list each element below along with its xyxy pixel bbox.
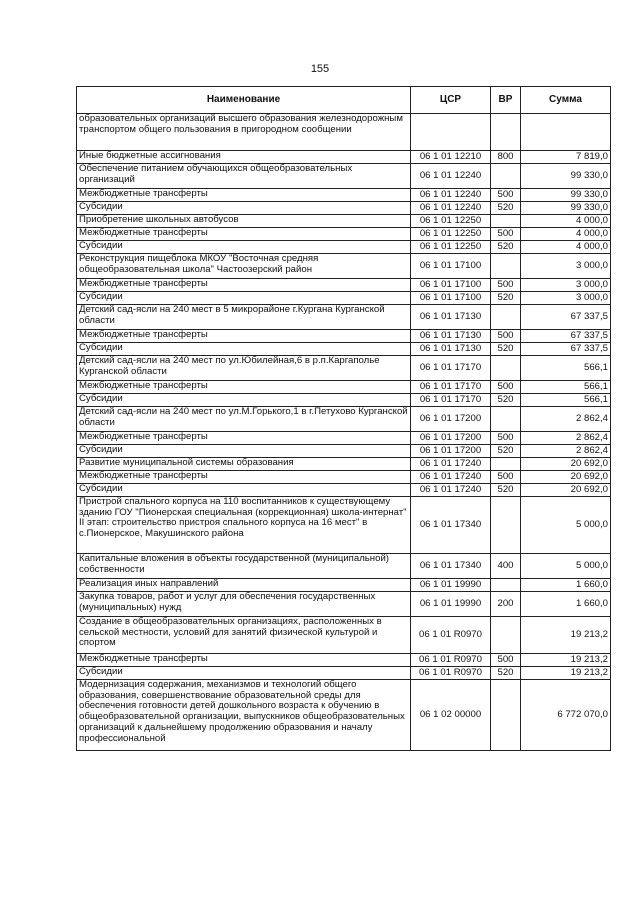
cell-vr: 500 <box>491 189 521 202</box>
cell-csr: 06 1 01 12240 <box>411 202 491 215</box>
table-row <box>77 667 611 680</box>
cell-sum: 2 862,4 <box>521 445 611 458</box>
table-row <box>77 279 611 292</box>
cell-csr: 06 1 01 R0970 <box>411 667 491 680</box>
table-row <box>77 254 611 279</box>
cell-vr <box>491 164 521 189</box>
cell-name: Межбюджетные трансферты <box>77 654 411 667</box>
cell-csr: 06 1 01 17100 <box>411 279 491 292</box>
cell-name: Детский сад-ясли на 240 мест в 5 микрорайоне г.Кургана Курганской области <box>77 305 411 330</box>
cell-vr: 500 <box>491 654 521 667</box>
cell-vr: 200 <box>491 592 521 617</box>
table-row <box>77 407 611 432</box>
cell-sum: 99 330,0 <box>521 202 611 215</box>
cell-vr: 500 <box>491 471 521 484</box>
cell-sum: 20 692,0 <box>521 471 611 484</box>
cell-csr: 06 1 01 19990 <box>411 579 491 592</box>
table-row <box>77 579 611 592</box>
cell-csr: 06 1 01 17240 <box>411 484 491 497</box>
cell-name: Закупка товаров, работ и услуг для обеспечения государственных (муниципальных) нужд <box>77 592 411 617</box>
cell-vr: 500 <box>491 228 521 241</box>
table-row <box>77 554 611 579</box>
cell-sum: 19 213,2 <box>521 617 611 654</box>
cell-name: Пристрой спального корпуса на 110 воспитанников к существующему зданию ГОУ "Пионерская специальная (коррекционная) школа-интернат" II этап: строительство пристроя спального корпуса на 16 мест" в с.Пионерское, Макушинского района <box>77 497 411 554</box>
cell-vr <box>491 305 521 330</box>
table-row <box>77 356 611 381</box>
cell-vr: 500 <box>491 279 521 292</box>
cell-csr: 06 1 01 17340 <box>411 554 491 579</box>
cell-vr: 520 <box>491 484 521 497</box>
cell-name: Межбюджетные трансферты <box>77 279 411 292</box>
cell-csr: 06 1 01 17170 <box>411 356 491 381</box>
table-row <box>77 343 611 356</box>
cell-vr <box>491 579 521 592</box>
table-row <box>77 330 611 343</box>
cell-name: Детский сад-ясли на 240 мест по ул.Юбилейная,6 в р.п.Каргаполье Курганской области <box>77 356 411 381</box>
table-row <box>77 471 611 484</box>
cell-sum: 7 819,0 <box>521 151 611 164</box>
cell-csr: 06 1 01 12240 <box>411 164 491 189</box>
cell-csr: 06 1 01 17170 <box>411 381 491 394</box>
cell-csr: 06 1 01 19990 <box>411 592 491 617</box>
cell-sum: 20 692,0 <box>521 484 611 497</box>
table-row <box>77 114 611 151</box>
table-row <box>77 617 611 654</box>
cell-name: образовательных организаций высшего образования железнодорожным транспортом общего пользования в пригородном сообщении <box>77 114 411 151</box>
cell-name: Субсидии <box>77 241 411 254</box>
cell-name: Субсидии <box>77 445 411 458</box>
cell-sum: 19 213,2 <box>521 667 611 680</box>
table-row <box>77 151 611 164</box>
cell-name: Субсидии <box>77 292 411 305</box>
table-row <box>77 381 611 394</box>
cell-csr: 06 1 01 17170 <box>411 394 491 407</box>
cell-vr <box>491 617 521 654</box>
budget-table <box>76 86 611 751</box>
cell-name: Обеспечение питанием обучающихся общеобразовательных организаций <box>77 164 411 189</box>
cell-csr: 06 1 01 17200 <box>411 445 491 458</box>
cell-name: Субсидии <box>77 484 411 497</box>
cell-sum: 5 000,0 <box>521 554 611 579</box>
table-row <box>77 292 611 305</box>
cell-csr: 06 1 01 17200 <box>411 407 491 432</box>
cell-sum: 1 660,0 <box>521 592 611 617</box>
table-row <box>77 445 611 458</box>
cell-vr: 520 <box>491 667 521 680</box>
cell-csr: 06 1 01 17100 <box>411 254 491 279</box>
cell-sum: 4 000,0 <box>521 241 611 254</box>
table-row <box>77 228 611 241</box>
cell-csr: 06 1 01 17240 <box>411 458 491 471</box>
page-number: 155 <box>310 63 330 75</box>
table-row <box>77 202 611 215</box>
cell-vr: 500 <box>491 330 521 343</box>
cell-name: Развитие муниципальной системы образования <box>77 458 411 471</box>
cell-vr <box>491 254 521 279</box>
cell-vr <box>491 215 521 228</box>
table-body <box>77 114 611 751</box>
table-row <box>77 458 611 471</box>
cell-vr: 800 <box>491 151 521 164</box>
cell-csr: 06 1 01 17130 <box>411 343 491 356</box>
cell-name: Межбюджетные трансферты <box>77 189 411 202</box>
table-row <box>77 497 611 554</box>
cell-vr: 520 <box>491 343 521 356</box>
cell-sum: 2 862,4 <box>521 407 611 432</box>
cell-vr: 520 <box>491 394 521 407</box>
cell-csr: 06 1 01 R0970 <box>411 617 491 654</box>
cell-vr: 400 <box>491 554 521 579</box>
table-row <box>77 484 611 497</box>
cell-sum: 4 000,0 <box>521 215 611 228</box>
cell-vr: 520 <box>491 292 521 305</box>
cell-csr: 06 1 01 12250 <box>411 241 491 254</box>
cell-sum: 67 337,5 <box>521 343 611 356</box>
cell-sum: 3 000,0 <box>521 292 611 305</box>
cell-name: Детский сад-ясли на 240 мест по ул.М.Горького,1 в г.Петухово Курганской области <box>77 407 411 432</box>
cell-name: Реализация иных направлений <box>77 579 411 592</box>
table-row <box>77 592 611 617</box>
cell-sum: 3 000,0 <box>521 279 611 292</box>
cell-name: Создание в общеобразовательных организациях, расположенных в сельской местности, условий для занятий физической культурой и спортом <box>77 617 411 654</box>
cell-vr: 520 <box>491 202 521 215</box>
cell-csr: 06 1 02 00000 <box>411 680 491 751</box>
table-row <box>77 215 611 228</box>
cell-sum <box>521 114 611 151</box>
cell-csr: 06 1 01 17340 <box>411 497 491 554</box>
cell-sum: 99 330,0 <box>521 189 611 202</box>
cell-sum: 3 000,0 <box>521 254 611 279</box>
cell-csr: 06 1 01 17240 <box>411 471 491 484</box>
cell-csr: 06 1 01 17200 <box>411 432 491 445</box>
cell-name: Капитальные вложения в объекты государственной (муниципальной) собственности <box>77 554 411 579</box>
cell-name: Иные бюджетные ассигнования <box>77 151 411 164</box>
table-row <box>77 654 611 667</box>
cell-name: Реконструкция пищеблока МКОУ "Восточная средняя общеобразовательная школа" Частоозерский район <box>77 254 411 279</box>
cell-sum: 6 772 070,0 <box>521 680 611 751</box>
cell-vr: 500 <box>491 381 521 394</box>
cell-name: Субсидии <box>77 394 411 407</box>
cell-csr: 06 1 01 17130 <box>411 330 491 343</box>
cell-sum: 566,1 <box>521 394 611 407</box>
cell-name: Межбюджетные трансферты <box>77 330 411 343</box>
cell-sum: 1 660,0 <box>521 579 611 592</box>
table-row <box>77 305 611 330</box>
cell-vr: 500 <box>491 432 521 445</box>
cell-sum: 99 330,0 <box>521 164 611 189</box>
cell-vr <box>491 497 521 554</box>
cell-csr: 06 1 01 17100 <box>411 292 491 305</box>
table-row <box>77 432 611 445</box>
cell-vr <box>491 458 521 471</box>
cell-sum: 566,1 <box>521 381 611 394</box>
cell-sum: 5 000,0 <box>521 497 611 554</box>
cell-name: Субсидии <box>77 202 411 215</box>
table-row <box>77 394 611 407</box>
column-header-sum: Сумма <box>521 87 611 114</box>
cell-name: Межбюджетные трансферты <box>77 381 411 394</box>
cell-sum: 2 862,4 <box>521 432 611 445</box>
column-header-csr: ЦСР <box>411 87 491 114</box>
cell-vr <box>491 356 521 381</box>
cell-sum: 4 000,0 <box>521 228 611 241</box>
cell-csr: 06 1 01 12250 <box>411 228 491 241</box>
cell-csr: 06 1 01 12210 <box>411 151 491 164</box>
cell-name: Субсидии <box>77 667 411 680</box>
table-row <box>77 189 611 202</box>
cell-name: Межбюджетные трансферты <box>77 432 411 445</box>
cell-name: Межбюджетные трансферты <box>77 471 411 484</box>
cell-vr <box>491 114 521 151</box>
cell-name: Приобретение школьных автобусов <box>77 215 411 228</box>
table-row <box>77 241 611 254</box>
cell-name: Межбюджетные трансферты <box>77 228 411 241</box>
cell-csr: 06 1 01 12240 <box>411 189 491 202</box>
column-header-vr: ВР <box>491 87 521 114</box>
cell-sum: 19 213,2 <box>521 654 611 667</box>
cell-sum: 67 337,5 <box>521 305 611 330</box>
cell-sum: 566,1 <box>521 356 611 381</box>
cell-vr: 520 <box>491 445 521 458</box>
cell-name: Модернизация содержания, механизмов и технологий общего образования, совершенствование образовательной среды для обеспечения готовности детей дошкольного возраста к обучению в общеобразовательной организации, выпускников общеобразовательных организаций к дальнейшему продолжению образования и началу профессиональной <box>77 680 411 751</box>
cell-name: Субсидии <box>77 343 411 356</box>
cell-csr: 06 1 01 17130 <box>411 305 491 330</box>
cell-csr <box>411 114 491 151</box>
cell-vr <box>491 680 521 751</box>
cell-sum: 67 337,5 <box>521 330 611 343</box>
cell-sum: 20 692,0 <box>521 458 611 471</box>
cell-csr: 06 1 01 R0970 <box>411 654 491 667</box>
table-row <box>77 680 611 751</box>
table-row <box>77 164 611 189</box>
cell-vr: 520 <box>491 241 521 254</box>
cell-csr: 06 1 01 12250 <box>411 215 491 228</box>
table-header-row <box>77 87 611 114</box>
column-header-name: Наименование <box>77 87 411 114</box>
cell-vr <box>491 407 521 432</box>
